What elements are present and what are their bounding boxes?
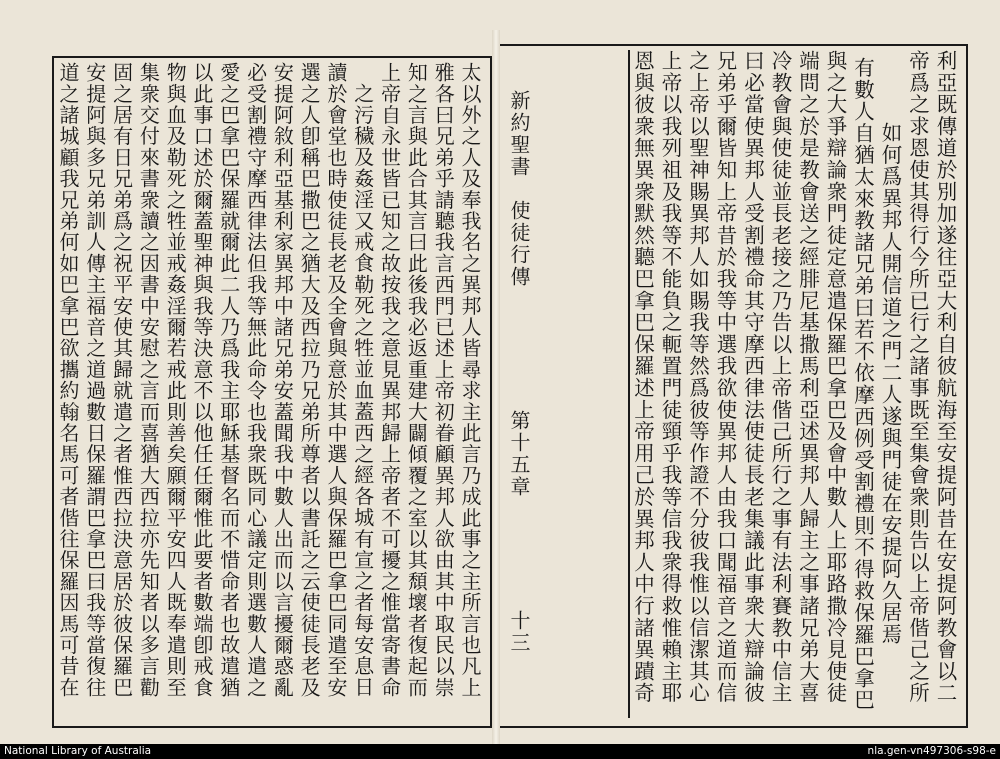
text-column: 端問之於是教會送之經腓尼基撒馬利亞述異邦人歸主之事諸兄弟大喜: [795, 50, 820, 704]
text-column: 曰必當使異邦人受割禮命其守摩西律法使徒長老集議此事衆大辯論彼: [740, 50, 765, 704]
text-column: 太以外之人及奉我名之異邦人皆尋求主此言乃成此事之主所言也凡上: [457, 62, 482, 698]
running-head: [500, 50, 630, 718]
text-column: 之上帝以聖神賜異邦人如賜我等然爲彼等作證不分彼我惟以信潔其心: [685, 50, 710, 704]
text-column: 必受割禮守摩西律法但我等無此命令也我衆既同心議定則選數人遣之: [243, 62, 268, 698]
library-footer: [0, 744, 1000, 759]
text-column: 上帝自永世皆已知之故按我之意見異邦歸上帝者不可擾之惟當寄書命: [377, 62, 402, 698]
running-head-chapter: 第十五章: [507, 410, 531, 498]
text-column: 以此事口述於爾蓋聖神與我等決意不以他任任爾惟此要者數端卽戒食: [189, 62, 214, 698]
text-column: 帝爲之求恩使其得行今所已行之諸事既至集會衆則告以上帝偕己之所: [905, 50, 930, 704]
text-column: 恩與彼衆無異衆默然聽巴拿巴保羅述上帝用己於異邦人中行諸異蹟奇: [630, 50, 655, 704]
text-column: 之污穢及姦淫又戒食勒死之牲並血蓋西之經各城有宣之者每安息日: [350, 82, 375, 698]
page-number: 十三: [507, 610, 531, 654]
text-column: 冷教會與使徒並長老接之乃告以上帝偕己所行之事有法利賽教中信主: [768, 50, 792, 704]
text-column: 上帝以我列祖及我等不能負之軛置門徒頸乎我等信我衆得救惟賴主耶: [658, 50, 682, 704]
text-column: 物與血及勒死之牲並戒姦淫爾若戒此則善矣願爾平安四人既奉遣則至: [163, 62, 188, 698]
text-column: 雅各曰兄弟乎請聽我言西門已述上帝初眷顧異邦人欲由其中取民以崇: [431, 62, 456, 698]
book-gutter: [492, 30, 500, 744]
running-head-book: 新約聖書: [507, 90, 531, 178]
text-column: 安提阿敘利亞基利家異邦中諸兄弟安蓋聞我中數人出而以言擾爾惑亂: [270, 62, 295, 698]
left-page-text: [55, 62, 485, 722]
text-column: 安提阿與多兄弟訓人傳主福音之道過數日保羅謂巴拿巴曰我等當復往: [82, 62, 107, 698]
text-column: 集衆交付來書衆讀之因書中安慰之言而喜猶大西拉亦先知者以多言勸: [136, 62, 161, 698]
text-column: 愛之巴拿巴保羅就爾此二人乃爲我主耶穌基督名而不惜命者也故遣猶: [216, 62, 241, 698]
text-column: 選之人卽稱巴撒巴之猶大及西拉乃兄弟所尊者以書託之云使徒長老及: [297, 62, 322, 698]
text-column: 讀於會堂也時使徒長老及全會與意於其中選人與保羅巴拿巴同遣至安: [323, 62, 348, 698]
running-head-title: 使徒行傳: [507, 200, 531, 288]
text-column: 與之大爭辯論衆門徒定意遣保羅巴拿巴及會中數人上耶路撒冷見使徒: [823, 50, 847, 704]
image-identifier: nla.gen-vn497306-s98-e: [867, 745, 996, 757]
text-column: 固之居有日兄弟爲之祝平安使其歸就遣之者惟西拉決意居於彼保羅巴: [109, 62, 134, 698]
text-column: 道之諸城顧我兄弟何如巴拿巴欲攜約翰名馬可者偕往保羅因馬可昔在: [56, 62, 80, 698]
text-column: 知之言與此合其言曰此後我必返重建大闢傾覆之室以其頹壞者復起而: [404, 62, 429, 698]
right-page-text: [500, 50, 962, 720]
library-name: National Library of Australia: [4, 745, 152, 757]
text-column: 如何爲異邦人開信道之門二人遂與門徒在安提阿久居焉: [878, 122, 902, 646]
text-column: 有數人自猶太來教諸兄弟曰若不依摩西例受割禮則不得救保羅巴拿巴: [850, 57, 875, 711]
text-column: 利亞既傳道於別加遂往亞大利自彼航海至安提阿昔在安提阿教會以二: [933, 50, 957, 704]
text-column: 兄弟乎爾皆知上帝昔於我等中選我欲使異邦人由我口聞福音之道而信: [713, 50, 737, 704]
